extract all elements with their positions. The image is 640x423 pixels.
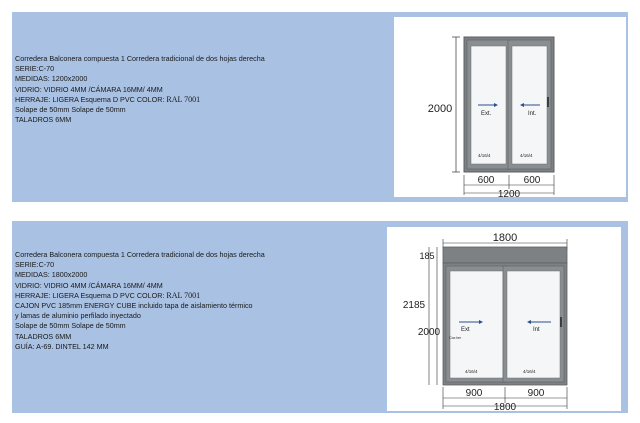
spec-hardware-text: HERRAJE: LIGERA Esquema D PVC COLOR: [15,290,165,300]
spec-ral: RAL 7001 [166,94,201,104]
glass-right-code: 4/16/4 [523,369,536,374]
window-drawing-2 [387,227,621,411]
sash-right-label: Int [533,327,540,333]
width-right-dimension: 600 [523,175,541,186]
spec-description: Corredera Balconera compuesta 1 Corredera tradicional de dos hojas derecha [15,54,265,63]
glass-right-code: 4/16/4 [520,153,533,158]
spec-series: SERIE:C-70 [15,260,55,270]
spec-series: SERIE:C-70 [15,64,55,74]
handle-icon [547,97,549,107]
spec-overlap: Solape de 50mm Solape de 50mm [15,321,126,331]
window-diagram-1 [394,17,626,197]
total-height-dimension: 2185 [402,300,426,311]
width-left-dimension: 900 [465,388,483,399]
shutter-box [443,247,567,263]
spec-text-2 [15,250,315,352]
handle-icon [560,317,562,327]
spec-drills: TALADROS 6MM [15,331,72,341]
box-height-dimension: 185 [419,251,435,261]
spec-glass: VIDRIO: VIDRIO 4MM /CÁMARA 16MM/ 4MM [15,84,163,94]
spec-slats: y lamas de aluminio perfilado inyectado [15,311,141,321]
window-diagram-2 [387,227,621,411]
spec-glass: VIDRIO: VIDRIO 4MM /CÁMARA 16MM/ 4MM [15,280,163,290]
spec-drills: TALADROS 6MM [15,115,72,125]
spec-text-1 [15,54,315,125]
spec-hardware-text: HERRAJE: LIGERA Esquema D PVC COLOR: [15,94,165,104]
height-dimension: 2000 [427,103,453,115]
top-width-dimension: 1800 [492,232,518,244]
glass-right [507,271,560,378]
width-left-dimension: 600 [477,175,495,186]
product-panel-1 [12,12,628,202]
spec-hardware [15,291,315,301]
frame-small-label: Cor.ter [449,335,462,340]
glass-left [450,271,503,378]
glass-left-code: 4/16/4 [465,369,478,374]
spec-overlap: Solape de 50mm Solape de 50mm [15,105,126,115]
sash-left-label: Ext. [481,111,492,117]
width-right-dimension: 900 [527,388,545,399]
glass-left-code: 4/16/4 [478,153,491,158]
spec-ral: RAL 7001 [166,290,201,300]
spec-shutter-box: CAJON PVC 185mm ENERGY CUBE incluido tapa de aislamiento térmico [15,301,253,311]
width-total-dimension: 1200 [497,189,521,197]
spec-guide: GUÍA: A-69. DINTEL 142 MM [15,341,109,351]
window-drawing-1 [394,17,626,197]
sash-right-label: Int. [528,111,537,117]
height-dimension: 2000 [417,327,441,338]
spec-hardware [15,95,315,105]
spec-measures: MEDIDAS: 1800x2000 [15,270,88,280]
sash-left-label: Ext [461,327,470,333]
width-total-dimension: 1800 [493,402,517,411]
spec-measures: MEDIDAS: 1200x2000 [15,74,88,84]
spec-description: Corredera Balconera compuesta 1 Corredera tradicional de dos hojas derecha [15,250,265,259]
product-panel-2 [12,221,628,413]
